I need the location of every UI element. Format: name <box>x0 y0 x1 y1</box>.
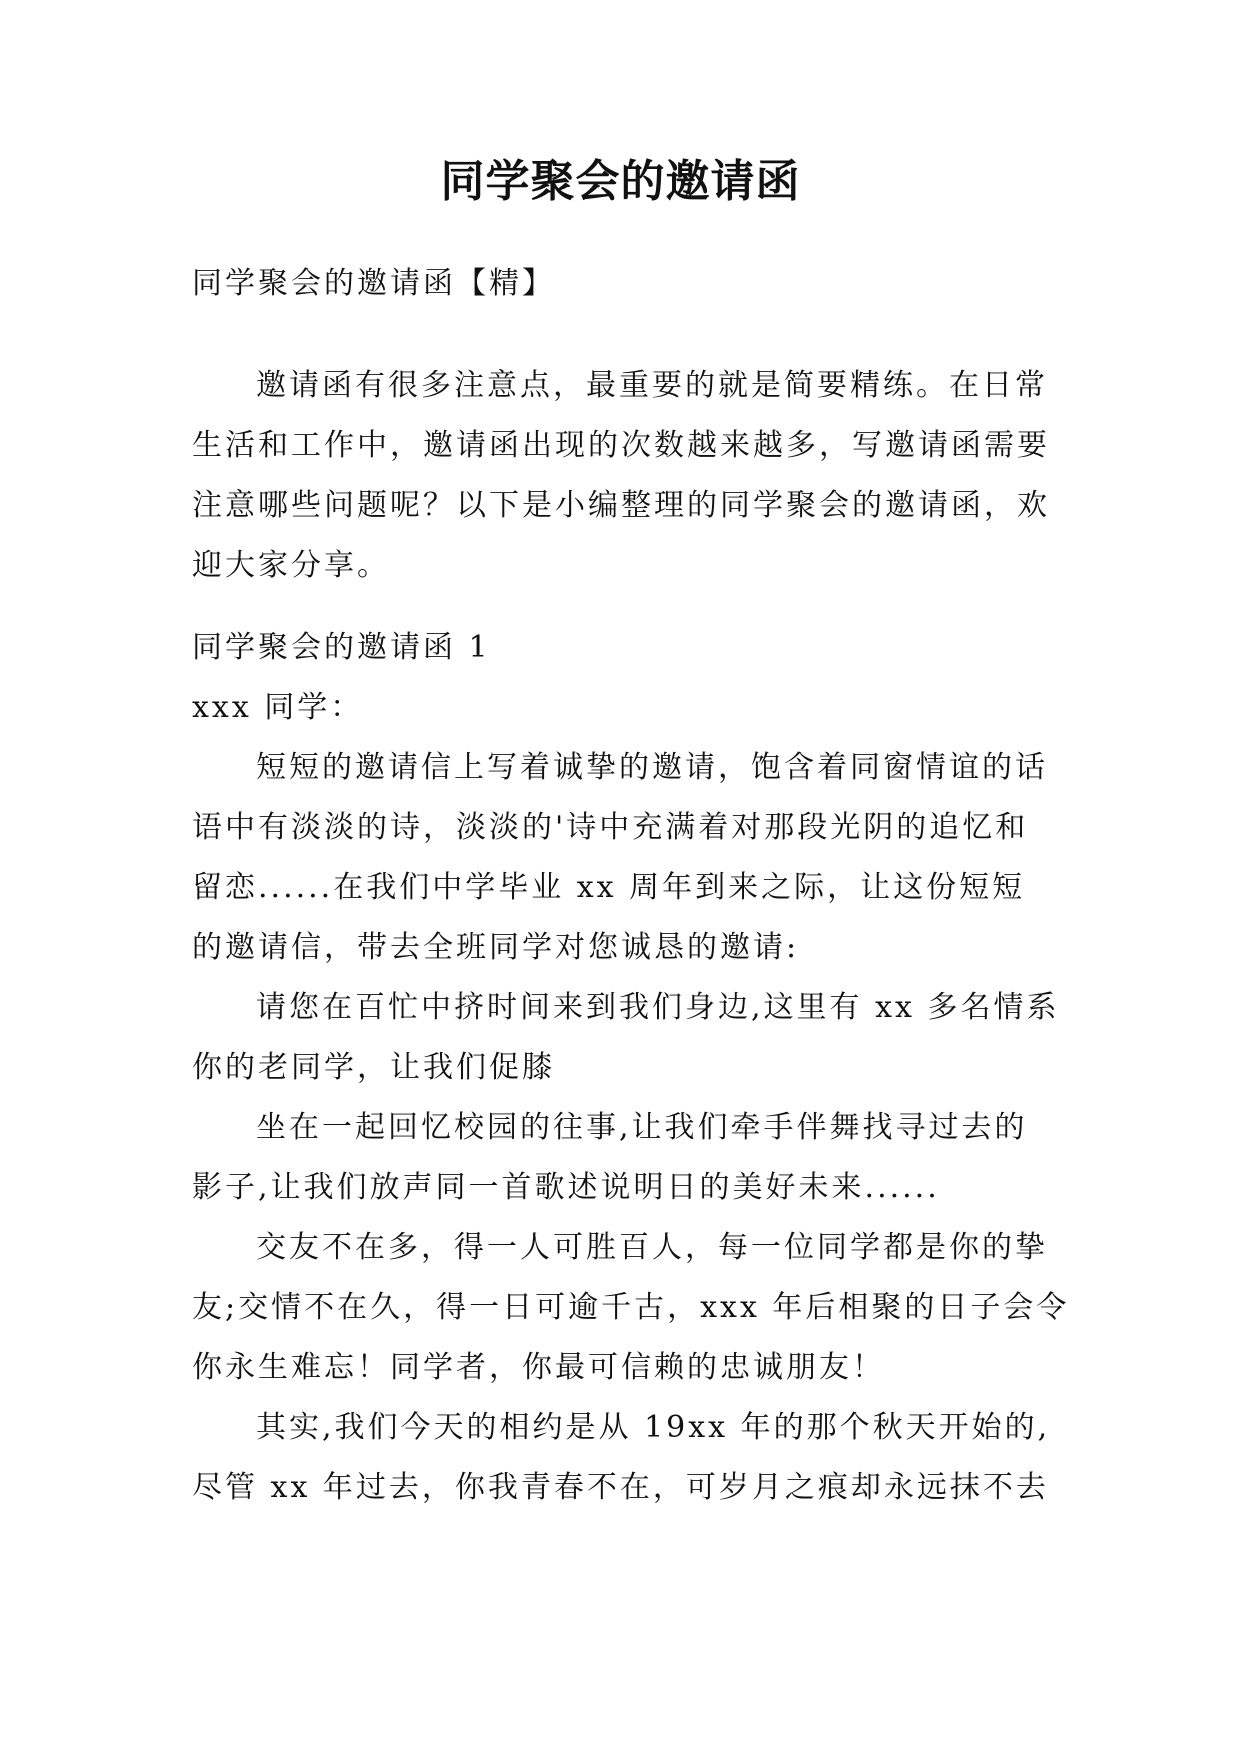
body-line: 你永生难忘！同学者，你最可信赖的忠诚朋友！ <box>192 1350 885 1385</box>
body-line: 影子,让我们放声同一首歌述说明日的美好未来...... <box>192 1170 940 1205</box>
body-line: 请您在百忙中挤时间来到我们身边,这里有 xx 多名情系 <box>256 990 1060 1025</box>
section-heading: 同学聚会的邀请函 1 <box>192 630 491 665</box>
intro-paragraph <box>192 356 1062 596</box>
letter-block <box>192 618 1070 1518</box>
document-subtitle: 同学聚会的邀请函【精】 <box>192 266 555 301</box>
body-line: 的邀请信，带去全班同学对您诚恳的邀请: <box>192 930 800 965</box>
document-title: 同学聚会的邀请函 <box>440 156 801 207</box>
document-subtitle-block <box>192 254 1062 314</box>
body-line: 坐在一起回忆校园的往事,让我们牵手伴舞找寻过去的 <box>256 1110 1028 1145</box>
intro-line: 迎大家分享。 <box>192 548 390 583</box>
body-line: 语中有淡淡的诗，淡淡的'诗中充满着对那段光阴的追忆和 <box>192 810 1029 845</box>
salutation: xxx 同学： <box>192 690 364 725</box>
body-line: 短短的邀请信上写着诚挚的邀请，饱含着同窗情谊的话 <box>256 750 1048 785</box>
body-line: 尽管 xx 年过去，你我青春不在，可岁月之痕却永远抹不去 <box>192 1470 1049 1505</box>
body-line: 其实,我们今天的相约是从 19xx 年的那个秋天开始的, <box>256 1410 1051 1445</box>
body-line: 留恋......在我们中学毕业 xx 周年到来之际，让这份短短 <box>192 870 1026 905</box>
intro-line: 生活和工作中，邀请函出现的次数越来越多，写邀请函需要 <box>192 428 1050 463</box>
intro-line: 邀请函有很多注意点，最重要的就是简要精练。在日常 <box>256 368 1048 403</box>
body-line: 交友不在多，得一人可胜百人，每一位同学都是你的挚 <box>256 1230 1048 1265</box>
body-line: 你的老同学，让我们促膝 <box>192 1050 555 1085</box>
intro-line: 注意哪些问题呢？以下是小编整理的同学聚会的邀请函，欢 <box>192 488 1050 523</box>
body-line: 友;交情不在久，得一日可逾千古，xxx 年后相聚的日子会令 <box>192 1290 1070 1325</box>
